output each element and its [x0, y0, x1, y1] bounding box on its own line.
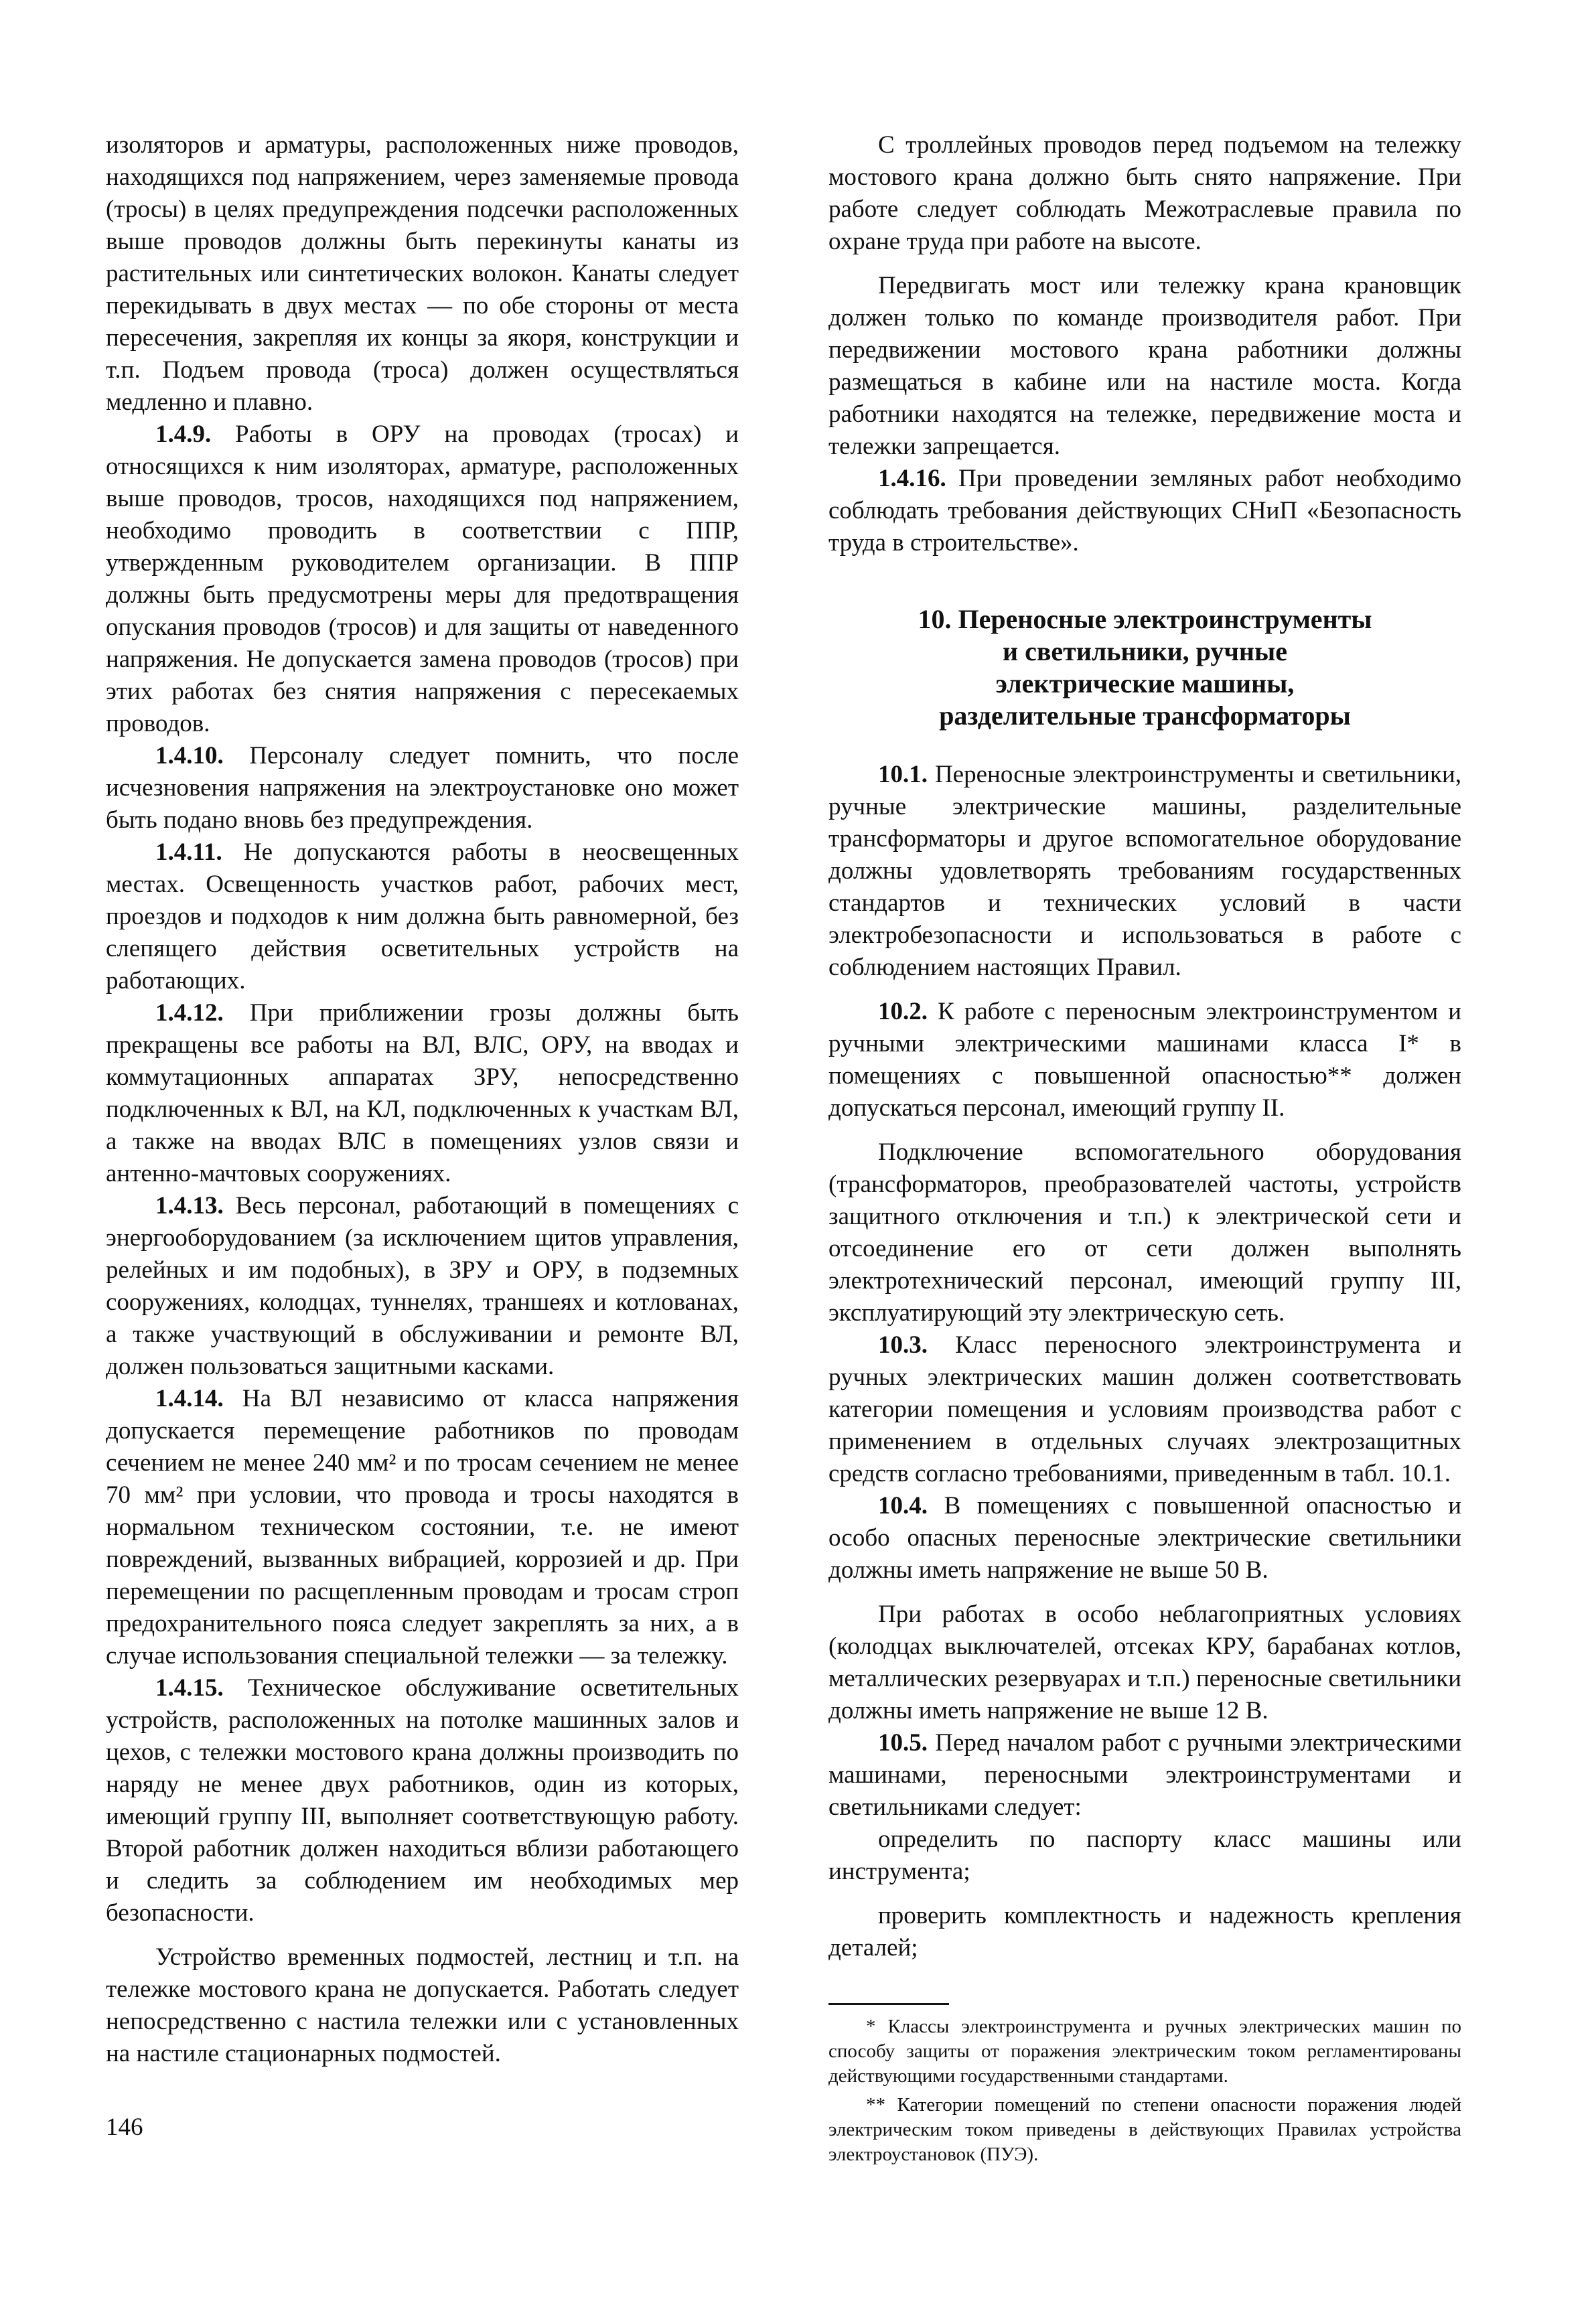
- paragraph-1-4-12: 1.4.12. При приближении грозы должны быть прекращены все работы на ВЛ, ВЛС, ОРУ, на вводах и коммутационных аппаратах ЗРУ, непосредственно подключенных к ВЛ, на КЛ, подключенных к участкам ВЛ, а также на вводах ВЛС в помещениях узлов связи и антенно-мачтовых сооружениях.: [106, 999, 739, 1187]
- paragraph-1-4-9: 1.4.9. Работы в ОРУ на проводах (тросах) и относящихся к ним изоляторах, арматуре, расположенных выше проводов, тросов, находящихся под напряжением, необходимо проводить в соответствии с ППР, утвержденным руководителем организации. В ППР должны быть предусмотрены меры для предотвращения опускания проводов (тросов) и для защиты от наведенного напряжения. Не допускается замена проводов (тросов) при этих работах без снятия напряжения с пересекаемых проводов.: [106, 421, 739, 737]
- paragraph-10-1: 10.1. Переносные электроинструменты и светильники, ручные электрические машины, разделительные трансформаторы и другое вспомогательное оборудование должны удовлетворять требованиям государственных стандартов и технических условий в части электробезопасности и использоваться в работе с соблюдением настоящих Правил.: [828, 761, 1461, 981]
- paragraph: С троллейных проводов перед подъемом на тележку мостового крана должно быть снято напряжение. При работе следует соблюдать Межотраслевые правила по охране труда при работе на высоте.: [828, 131, 1461, 255]
- footnote: * Классы электроинструмента и ручных электрических машин по способу защиты от поражения электрическим током регламентированы действующими государственными стандартами.: [828, 2016, 1461, 2087]
- section-title-line: электрические машины,: [995, 668, 1295, 698]
- footnote: ** Категории помещений по степени опасности поражения людей электрическим током приведены в действующих Правилах устройства электроустановок (ПУЭ).: [828, 2094, 1461, 2165]
- section-title: [828, 603, 1461, 732]
- paragraph-10-4: 10.4. В помещениях с повышенной опасностью и особо опасных переносные электрические светильники должны иметь напряжение не выше 50 В.: [828, 1492, 1461, 1584]
- page-number: 146: [106, 2113, 143, 2141]
- paragraph-1-4-10: 1.4.10. Персоналу следует помнить, что после исчезновения напряжения на электроустановке оно может быть подано вновь без предупреждения.: [106, 742, 739, 834]
- paragraph-1-4-13: 1.4.13. Весь персонал, работающий в помещениях с энергооборудованием (за исключением щитов управления, релейных и им подобных), в ЗРУ и ОРУ, в подземных сооружениях, колодцах, туннелях, траншеях и котлованах, а также участвующий в обслуживании и ремонте ВЛ, должен пользоваться защитными касками.: [106, 1192, 739, 1380]
- section-title-line: 10. Переносные электроинструменты: [918, 604, 1372, 634]
- list-item: проверить комплектность и надежность крепления деталей;: [828, 1902, 1461, 1961]
- paragraph-10-2: 10.2. К работе с переносным электроинструментом и ручными электрическими машинами класса I* в помещениях с повышенной опасностью** должен допускаться персонал, имеющий группу II.: [828, 998, 1461, 1122]
- paragraph: изоляторов и арматуры, расположенных ниже проводов, находящихся под напряжением, через заменяемые провода (тросы) в целях предупреждения подсечки расположенных выше проводов должны быть перекинуты канаты из растительных или синтетических волокон. Канаты следует перекидывать в двух местах — по обе стороны от места пересечения, закрепляя их концы за якоря, конструкции и т.п. Подъем провода (троса) должен осуществляться медленно и плавно.: [106, 131, 739, 416]
- paragraph-1-4-15: 1.4.15. Техническое обслуживание осветительных устройств, расположенных на потолке машинных залов и цехов, с тележки мостового крана должны производить по наряду не менее двух работников, один из которых, имеющий группу III, выполняет соответствующую работу. Второй работник должен находиться вблизи работающего и следить за соблюдением им необходимых мер безопасности.: [106, 1674, 739, 1927]
- list-item: определить по паспорту класс машины или инструмента;: [828, 1826, 1461, 1885]
- section-title-line: разделительные трансформаторы: [939, 700, 1351, 731]
- footnote-divider: [828, 2003, 949, 2005]
- paragraph-10-3: 10.3. Класс переносного электроинструмента и ручных электрических машин должен соответствовать категории помещения и условиям производства работ с применением в отдельных случаях электрозащитных средств согласно требованиями, приведенным в табл. 10.1.: [828, 1331, 1461, 1487]
- left-column: [106, 129, 739, 2070]
- paragraph-1-4-16: 1.4.16. При проведении земляных работ необходимо соблюдать требования действующих СНиП «Безопасность труда в строительстве».: [828, 465, 1461, 557]
- paragraph: При работах в особо неблагоприятных условиях (колодцах выключателей, отсеках КРУ, барабанах котлов, металлических резервуарах и т.п.) переносные светильники должны иметь напряжение не выше 12 В.: [828, 1601, 1461, 1724]
- right-column: [828, 129, 1461, 2167]
- section-title-line: и светильники, ручные: [1003, 636, 1287, 666]
- paragraph: Подключение вспомогательного оборудования (трансформаторов, преобразователей частоты, устройств защитного отключения и т.п.) к электрической сети и отсоединение его от сети должен выполнять электротехнический персонал, имеющий группу III, эксплуатирующий эту электрическую сеть.: [828, 1138, 1461, 1327]
- paragraph: Передвигать мост или тележку крана крановщик должен только по команде производителя работ. При передвижении мостового крана работники должны размещаться в кабине или на настиле моста. Когда работники находятся на тележке, передвижение моста и тележки запрещается.: [828, 272, 1461, 460]
- paragraph-1-4-14: 1.4.14. На ВЛ независимо от класса напряжения допускается перемещение работников по проводам сечением не менее 240 мм² и по тросам сечением не менее 70 мм² при условии, что провода и тросы находятся в нормальном техническом состоянии, т.е. не имеют повреждений, вызванных вибрацией, коррозией и др. При перемещении по расщепленным проводам и тросам строп предохранительного пояса следует закреплять за них, а в случае использования специальной тележки — за тележку.: [106, 1385, 739, 1670]
- paragraph: Устройство временных подмостей, лестниц и т.п. на тележке мостового крана не допускается. Работать следует непосредственно с настила тележки или с установленных на настиле стационарных подмостей.: [106, 1943, 739, 2067]
- paragraph-10-5: 10.5. Перед началом работ с ручными электрическими машинами, переносными электроинструментами и светильниками следует:: [828, 1729, 1461, 1821]
- paragraph-1-4-11: 1.4.11. Не допускаются работы в неосвещенных местах. Освещенность участков работ, рабочих мест, проездов и подходов к ним должна быть равномерной, без слепящего действия осветительных устройств на работающих.: [106, 838, 739, 994]
